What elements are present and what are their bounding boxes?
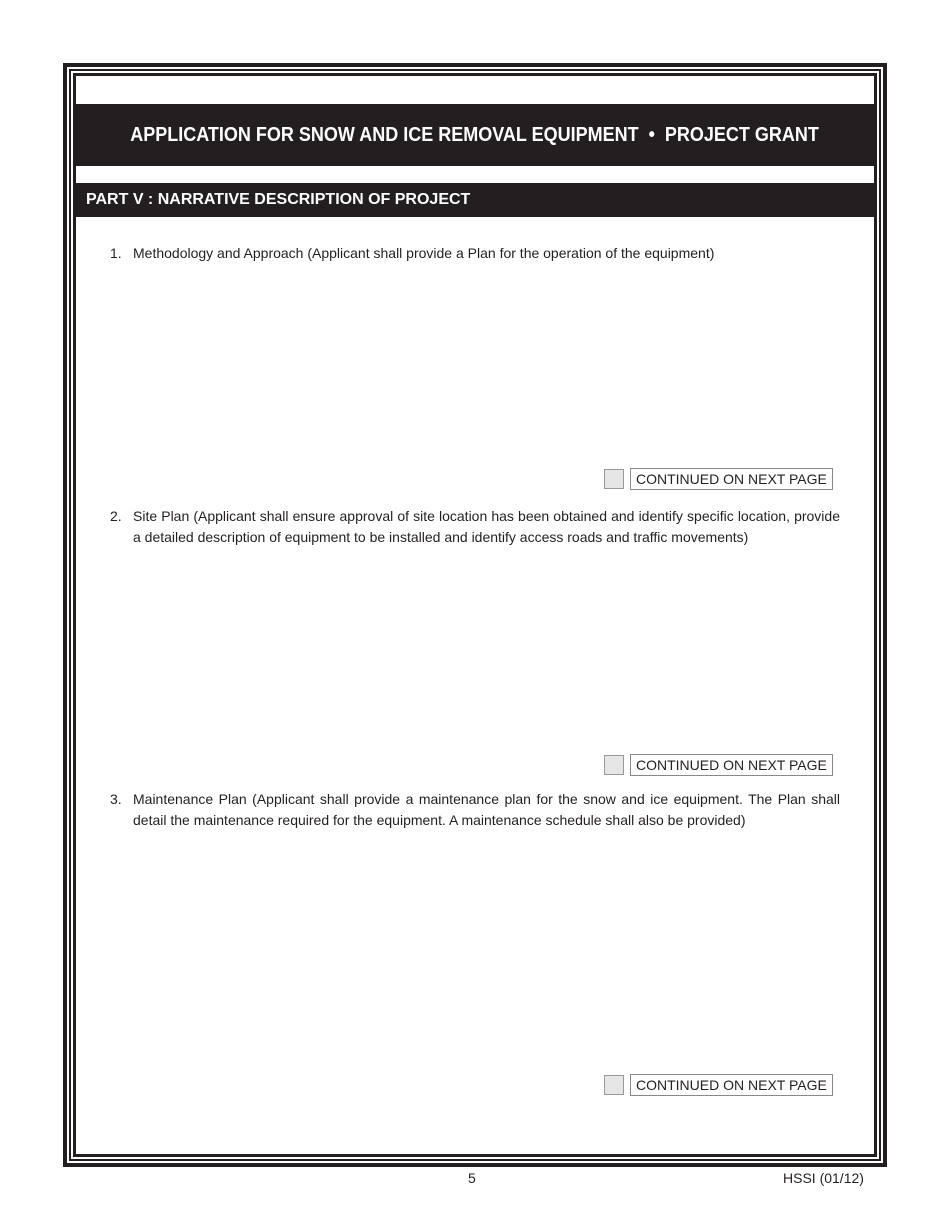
continued-checkbox[interactable] — [604, 1075, 624, 1095]
section-title: PART V : NARRATIVE DESCRIPTION OF PROJECT — [86, 191, 471, 208]
continued-option-2[interactable] — [604, 754, 833, 776]
continued-option-1[interactable] — [604, 468, 833, 490]
question-number: 1. — [110, 245, 122, 261]
methodology-answer-field[interactable] — [130, 270, 834, 464]
continued-label: CONTINUED ON NEXT PAGE — [630, 468, 833, 490]
page-number: 5 — [468, 1170, 476, 1186]
continued-checkbox[interactable] — [604, 469, 624, 489]
continued-label: CONTINUED ON NEXT PAGE — [630, 754, 833, 776]
question-number: 3. — [110, 791, 122, 807]
continued-option-3[interactable] — [604, 1074, 833, 1096]
question-2 — [110, 506, 840, 548]
form-title-bar — [76, 104, 874, 166]
maintenance-plan-answer-field[interactable] — [130, 840, 834, 1069]
continued-label: CONTINUED ON NEXT PAGE — [630, 1074, 833, 1096]
form-title: APPLICATION FOR SNOW AND ICE REMOVAL EQUIPMENT • PROJECT GRANT — [130, 123, 820, 146]
section-header — [76, 183, 874, 217]
form-code: HSSI (01/12) — [783, 1170, 864, 1186]
question-3 — [110, 789, 840, 831]
continued-checkbox[interactable] — [604, 755, 624, 775]
question-number: 2. — [110, 508, 122, 524]
question-1 — [110, 243, 840, 264]
question-text: Maintenance Plan (Applicant shall provide a maintenance plan for the snow and ice equipment. The Plan shall detail the maintenance required for the equipment. A maintenance schedule shall also be provided) — [133, 791, 840, 828]
question-text: Methodology and Approach (Applicant shall provide a Plan for the operation of the equipment) — [133, 245, 715, 261]
question-text: Site Plan (Applicant shall ensure approval of site location has been obtained and identify specific location, provide a detailed description of equipment to be installed and identify access roads and traffic movements) — [133, 508, 840, 545]
site-plan-answer-field[interactable] — [130, 555, 834, 749]
